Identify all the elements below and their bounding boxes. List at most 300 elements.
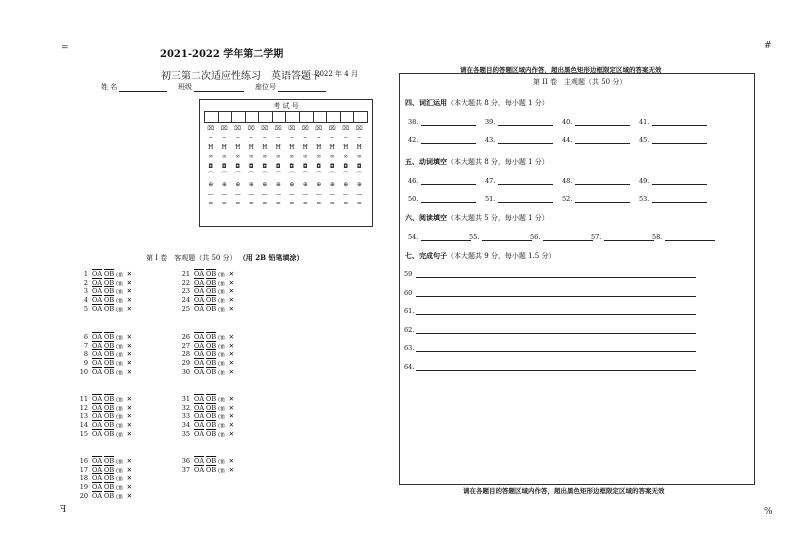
exam-number-bubbles[interactable]	[204, 124, 366, 209]
question-row[interactable]	[172, 359, 238, 368]
answer-bubble[interactable]: ✕	[126, 367, 133, 376]
answer-bubble[interactable]: $\overline{OB}$	[206, 333, 217, 341]
question-row[interactable]	[70, 305, 136, 314]
answer-bubble[interactable]: ㎝	[218, 304, 225, 313]
answer-bubble[interactable]: $\overline{OA}$	[194, 429, 205, 438]
exam-digit-bubble[interactable]: ◘	[356, 162, 362, 170]
answer-bubble[interactable]: $\overline{OA}$	[194, 341, 205, 350]
answer-bubble[interactable]: ✕	[228, 429, 235, 438]
exam-digit-bubble[interactable]: Ħ	[275, 143, 281, 151]
exam-digit-bubble[interactable]: ═	[343, 200, 348, 208]
seat-field[interactable]	[255, 82, 326, 92]
exam-digit-bubble[interactable]: ◘	[208, 162, 214, 170]
exam-digit-bubble[interactable]: ⌧	[234, 125, 242, 132]
exam-number-cell[interactable]	[314, 112, 328, 122]
blank-field[interactable]	[562, 177, 630, 185]
exam-digit-bubble[interactable]: ◘	[289, 162, 295, 170]
exam-digit-bubble[interactable]: Ħ	[356, 143, 362, 151]
exam-number-cells[interactable]	[204, 111, 368, 123]
answer-bubble[interactable]: ㎝	[218, 350, 225, 359]
answer-bubble[interactable]: $\overline{OB}$	[104, 367, 115, 376]
exam-digit-bubble[interactable]: —	[302, 190, 309, 198]
question-row[interactable]	[70, 430, 136, 439]
exam-digit-bubble[interactable]: ⌒	[302, 171, 309, 179]
exam-digit-bubble[interactable]: ∞	[302, 153, 308, 161]
answer-bubble[interactable]: ㎝	[116, 412, 123, 421]
answer-bubble[interactable]: ㎝	[116, 296, 123, 305]
exam-digit-bubble[interactable]: ∞	[343, 153, 349, 161]
answer-bubble[interactable]: $\overline{OA}$	[92, 465, 103, 474]
exam-digit-bubble[interactable]: Ħ	[302, 143, 308, 151]
blank-field[interactable]	[408, 195, 476, 203]
answer-bubble[interactable]: ✕	[126, 341, 133, 350]
question-row[interactable]	[172, 457, 238, 466]
question-row[interactable]	[70, 483, 136, 492]
exam-digit-bubble[interactable]: ⌧	[261, 125, 269, 132]
question-row[interactable]	[172, 270, 238, 279]
exam-digit-bubble[interactable]: ⌣	[235, 134, 240, 142]
exam-digit-bubble[interactable]: ◘	[262, 162, 268, 170]
question-row[interactable]	[172, 412, 238, 421]
exam-digit-bubble[interactable]: Ħ	[208, 143, 214, 151]
answer-bubble[interactable]: ✕	[126, 465, 133, 474]
exam-digit-bubble[interactable]: ═	[235, 200, 240, 208]
exam-digit-bubble[interactable]: ⊕	[208, 181, 214, 189]
exam-number-cell[interactable]	[273, 112, 287, 122]
exam-digit-bubble[interactable]: —	[234, 190, 241, 198]
exam-number-cell[interactable]	[246, 112, 260, 122]
exam-digit-bubble[interactable]: ⌣	[343, 134, 348, 142]
exam-digit-bubble[interactable]: ⌣	[262, 134, 267, 142]
exam-digit-bubble[interactable]: ◘	[221, 162, 227, 170]
answer-bubble[interactable]: $\overline{OB}$	[104, 412, 115, 421]
answer-bubble[interactable]: $\overline{OA}$	[194, 403, 205, 412]
answer-bubble[interactable]: $\overline{OB}$	[206, 395, 217, 403]
answer-bubble[interactable]: ✕	[228, 421, 235, 430]
question-row[interactable]	[172, 296, 238, 305]
question-row[interactable]	[172, 368, 238, 377]
answer-bubble[interactable]: ㎝	[116, 395, 123, 403]
exam-digit-bubble[interactable]: ═	[357, 200, 362, 208]
answer-bubble[interactable]: $\overline{OA}$	[194, 333, 205, 341]
question-row[interactable]	[172, 421, 238, 430]
exam-digit-bubble[interactable]: ═	[330, 200, 335, 208]
exam-digit-bubble[interactable]: ∞	[208, 153, 214, 161]
answer-bubble[interactable]: ✕	[126, 304, 133, 313]
answer-bubble[interactable]: $\overline{OB}$	[104, 359, 115, 368]
exam-digit-bubble[interactable]: ⌒	[342, 171, 349, 179]
question-row[interactable]	[70, 412, 136, 421]
exam-digit-bubble[interactable]: ═	[249, 200, 254, 208]
answer-bubble[interactable]: ✕	[228, 296, 235, 305]
exam-digit-bubble[interactable]: —	[261, 190, 268, 198]
question-row[interactable]	[70, 457, 136, 466]
answer-bubble[interactable]: ✕	[126, 287, 133, 296]
exam-digit-bubble[interactable]: ⌧	[328, 125, 336, 132]
answer-bubble[interactable]: $\overline{OA}$	[194, 270, 205, 278]
exam-digit-bubble[interactable]: ◘	[316, 162, 322, 170]
answer-bubble[interactable]: $\overline{OA}$	[92, 270, 103, 278]
blank-field[interactable]	[408, 233, 471, 241]
exam-digit-bubble[interactable]: ═	[316, 200, 321, 208]
exam-digit-bubble[interactable]: —	[207, 190, 214, 198]
answer-bubble[interactable]: ㎝	[116, 350, 123, 359]
exam-digit-bubble[interactable]: ⌣	[222, 134, 227, 142]
answer-bubble[interactable]: ✕	[228, 359, 235, 368]
answer-bubble[interactable]: $\overline{OB}$	[206, 304, 217, 313]
answer-bubble[interactable]: $\overline{OB}$	[206, 350, 217, 359]
exam-digit-bubble[interactable]: Ħ	[221, 143, 227, 151]
exam-digit-bubble[interactable]: ⌣	[330, 134, 335, 142]
exam-digit-bubble[interactable]: ∞	[262, 153, 268, 161]
answer-bubble[interactable]: ㎝	[218, 395, 225, 403]
exam-digit-bubble[interactable]: ∞	[316, 153, 322, 161]
exam-digit-bubble[interactable]: —	[315, 190, 322, 198]
exam-digit-bubble[interactable]: ⊕	[262, 181, 268, 189]
answer-bubble[interactable]: $\overline{OA}$	[194, 412, 205, 421]
answer-bubble[interactable]: ✕	[228, 350, 235, 359]
answer-bubble[interactable]: $\overline{OB}$	[206, 270, 217, 278]
answer-bubble[interactable]: ✕	[126, 395, 133, 403]
answer-bubble[interactable]: ㎝	[218, 359, 225, 368]
answer-bubble[interactable]: $\overline{OB}$	[104, 395, 115, 403]
subjective-answer-box[interactable]	[399, 73, 755, 485]
answer-bubble[interactable]: $\overline{OB}$	[206, 287, 217, 296]
question-row[interactable]	[172, 287, 238, 296]
exam-number-cell[interactable]	[286, 112, 300, 122]
answer-bubble[interactable]: ㎝	[218, 341, 225, 350]
exam-digit-bubble[interactable]: ⊕	[248, 181, 254, 189]
answer-bubble[interactable]: $\overline{OA}$	[92, 403, 103, 412]
exam-digit-bubble[interactable]: ⌣	[316, 134, 321, 142]
sentence-line[interactable]	[404, 307, 696, 315]
answer-bubble[interactable]: $\overline{OB}$	[206, 278, 217, 287]
answer-bubble[interactable]: $\overline{OB}$	[104, 304, 115, 313]
exam-digit-bubble[interactable]: ⌣	[303, 134, 308, 142]
blank-field[interactable]	[485, 136, 553, 144]
answer-bubble[interactable]: ✕	[126, 278, 133, 287]
question-row[interactable]	[70, 270, 136, 279]
blank-field[interactable]	[485, 118, 553, 126]
answer-bubble[interactable]: $\overline{OB}$	[206, 296, 217, 305]
question-row[interactable]	[172, 333, 238, 342]
exam-digit-bubble[interactable]: Ħ	[248, 143, 254, 151]
question-row[interactable]	[172, 350, 238, 359]
answer-bubble[interactable]: $\overline{OB}$	[104, 474, 115, 483]
exam-digit-bubble[interactable]: ◘	[248, 162, 254, 170]
question-row[interactable]	[70, 287, 136, 296]
answer-bubble[interactable]: ✕	[228, 412, 235, 421]
answer-bubble[interactable]: ㎝	[218, 429, 225, 438]
answer-bubble[interactable]: $\overline{OA}$	[194, 278, 205, 287]
answer-bubble[interactable]: ✕	[126, 333, 133, 341]
exam-number-cell[interactable]	[354, 112, 367, 122]
answer-bubble[interactable]: $\overline{OA}$	[194, 287, 205, 296]
answer-bubble[interactable]: $\overline{OA}$	[194, 465, 205, 474]
blank-field[interactable]	[639, 195, 707, 203]
blank-field[interactable]	[530, 233, 593, 241]
exam-digit-bubble[interactable]: ═	[222, 200, 227, 208]
question-row[interactable]	[70, 474, 136, 483]
exam-digit-bubble[interactable]: ⊕	[329, 181, 335, 189]
answer-bubble[interactable]: ㎝	[116, 474, 123, 483]
answer-bubble[interactable]: $\overline{OB}$	[206, 412, 217, 421]
answer-bubble[interactable]: ✕	[228, 341, 235, 350]
blank-field[interactable]	[562, 136, 630, 144]
answer-bubble[interactable]: ✕	[126, 457, 133, 465]
exam-digit-bubble[interactable]: ◘	[302, 162, 308, 170]
question-row[interactable]	[70, 368, 136, 377]
sentence-line[interactable]	[404, 289, 696, 297]
exam-digit-bubble[interactable]: ⌒	[234, 171, 241, 179]
answer-bubble[interactable]: $\overline{OA}$	[92, 395, 103, 403]
exam-digit-bubble[interactable]: ⌒	[248, 171, 255, 179]
sentence-line[interactable]	[404, 344, 696, 352]
exam-digit-bubble[interactable]: ⊕	[356, 181, 362, 189]
sentence-line[interactable]	[404, 326, 696, 334]
exam-digit-bubble[interactable]: ⊕	[343, 181, 349, 189]
exam-digit-bubble[interactable]: —	[356, 190, 363, 198]
answer-bubble[interactable]: ✕	[126, 359, 133, 368]
exam-number-cell[interactable]	[232, 112, 246, 122]
blank-field[interactable]	[591, 233, 654, 241]
exam-digit-bubble[interactable]: ⌧	[274, 125, 282, 132]
name-field[interactable]	[101, 82, 167, 92]
blank-field[interactable]	[639, 136, 707, 144]
answer-bubble[interactable]: ㎝	[116, 304, 123, 313]
exam-number-cell[interactable]	[300, 112, 314, 122]
exam-digit-bubble[interactable]: ◘	[329, 162, 335, 170]
exam-number-cell[interactable]	[327, 112, 341, 122]
answer-bubble[interactable]: ✕	[126, 412, 133, 421]
answer-bubble[interactable]: $\overline{OA}$	[92, 421, 103, 430]
blank-field[interactable]	[639, 177, 707, 185]
exam-digit-bubble[interactable]: ⊕	[289, 181, 295, 189]
answer-bubble[interactable]: $\overline{OA}$	[194, 359, 205, 368]
answer-bubble[interactable]: ✕	[126, 296, 133, 305]
blank-field[interactable]	[562, 195, 630, 203]
blank-field[interactable]	[639, 118, 707, 126]
answer-bubble[interactable]: ㎝	[116, 483, 123, 492]
answer-bubble[interactable]: ✕	[228, 304, 235, 313]
exam-digit-bubble[interactable]: ∞	[275, 153, 281, 161]
answer-bubble[interactable]: $\overline{OB}$	[104, 483, 115, 492]
question-row[interactable]	[70, 492, 136, 501]
exam-digit-bubble[interactable]: Ħ	[262, 143, 268, 151]
exam-digit-bubble[interactable]: ⌣	[357, 134, 362, 142]
exam-number-cell[interactable]	[259, 112, 273, 122]
sentence-line[interactable]	[404, 270, 696, 278]
answer-bubble[interactable]: ㎝	[218, 333, 225, 341]
exam-digit-bubble[interactable]: Ħ	[235, 143, 241, 151]
exam-digit-bubble[interactable]: ⌒	[261, 171, 268, 179]
answer-bubble[interactable]: ㎝	[218, 412, 225, 421]
answer-bubble[interactable]: $\overline{OB}$	[104, 350, 115, 359]
exam-digit-bubble[interactable]: Ħ	[316, 143, 322, 151]
exam-number-cell[interactable]	[219, 112, 233, 122]
answer-bubble[interactable]: ✕	[228, 333, 235, 341]
answer-bubble[interactable]: ㎝	[116, 333, 123, 341]
answer-bubble[interactable]: ✕	[228, 270, 235, 278]
answer-bubble[interactable]: $\overline{OB}$	[104, 421, 115, 430]
exam-number-cell[interactable]	[205, 112, 219, 122]
blank-field[interactable]	[562, 118, 630, 126]
answer-bubble[interactable]: $\overline{OB}$	[206, 421, 217, 430]
question-row[interactable]	[172, 395, 238, 404]
exam-digit-bubble[interactable]: ⌒	[329, 171, 336, 179]
exam-digit-bubble[interactable]: ═	[303, 200, 308, 208]
exam-digit-bubble[interactable]: ∞	[235, 153, 241, 161]
blank-field[interactable]	[485, 177, 553, 185]
answer-bubble[interactable]: ✕	[228, 403, 235, 412]
exam-digit-bubble[interactable]: ∞	[356, 153, 362, 161]
answer-bubble[interactable]: ㎝	[218, 421, 225, 430]
answer-bubble[interactable]: ㎝	[116, 287, 123, 296]
exam-digit-bubble[interactable]: ═	[289, 200, 294, 208]
blank-field[interactable]	[408, 177, 476, 185]
sentence-line[interactable]	[404, 363, 696, 371]
answer-bubble[interactable]: $\overline{OB}$	[206, 359, 217, 368]
answer-bubble[interactable]: ㎝	[218, 278, 225, 287]
exam-number-box[interactable]	[199, 99, 373, 227]
answer-bubble[interactable]: $\overline{OB}$	[104, 270, 115, 278]
answer-bubble[interactable]: $\overline{OA}$	[194, 304, 205, 313]
question-row[interactable]	[172, 305, 238, 314]
exam-digit-bubble[interactable]: ⊕	[235, 181, 241, 189]
exam-digit-bubble[interactable]: ⌒	[315, 171, 322, 179]
answer-bubble[interactable]: $\overline{OA}$	[92, 483, 103, 492]
exam-digit-bubble[interactable]: ∞	[329, 153, 335, 161]
answer-bubble[interactable]: $\overline{OA}$	[92, 474, 103, 483]
question-row[interactable]	[172, 430, 238, 439]
answer-bubble[interactable]: $\overline{OB}$	[104, 429, 115, 438]
answer-bubble[interactable]: ✕	[126, 403, 133, 412]
answer-bubble[interactable]: ㎝	[218, 465, 225, 474]
answer-bubble[interactable]: $\overline{OA}$	[92, 304, 103, 313]
exam-digit-bubble[interactable]: ◘	[275, 162, 281, 170]
answer-bubble[interactable]: $\overline{OA}$	[92, 359, 103, 368]
question-row[interactable]	[70, 296, 136, 305]
blank-field[interactable]	[469, 233, 532, 241]
answer-bubble[interactable]: ㎝	[218, 457, 225, 465]
answer-bubble[interactable]: $\overline{OA}$	[194, 296, 205, 305]
answer-bubble[interactable]: $\overline{OB}$	[206, 367, 217, 376]
answer-bubble[interactable]: $\overline{OB}$	[104, 296, 115, 305]
question-row[interactable]	[70, 421, 136, 430]
answer-bubble[interactable]: ㎝	[116, 465, 123, 474]
exam-digit-bubble[interactable]: ═	[276, 200, 281, 208]
answer-bubble[interactable]: $\overline{OB}$	[104, 465, 115, 474]
exam-digit-bubble[interactable]: ⊕	[275, 181, 281, 189]
exam-digit-bubble[interactable]: ⌧	[301, 125, 309, 132]
exam-digit-bubble[interactable]: ⌒	[356, 171, 363, 179]
answer-bubble[interactable]: ✕	[228, 395, 235, 403]
answer-bubble[interactable]: ㎝	[116, 270, 123, 278]
blank-field[interactable]	[408, 118, 476, 126]
answer-bubble[interactable]: ✕	[126, 270, 133, 278]
answer-bubble[interactable]: $\overline{OA}$	[92, 333, 103, 341]
answer-bubble[interactable]: ㎝	[116, 457, 123, 465]
exam-digit-bubble[interactable]: Ħ	[343, 143, 349, 151]
exam-digit-bubble[interactable]: —	[342, 190, 349, 198]
exam-digit-bubble[interactable]: ⌒	[275, 171, 282, 179]
answer-bubble[interactable]: ㎝	[218, 367, 225, 376]
exam-digit-bubble[interactable]: ⊕	[316, 181, 322, 189]
question-row[interactable]	[70, 359, 136, 368]
exam-digit-bubble[interactable]: ⌧	[288, 125, 296, 132]
answer-bubble[interactable]: ㎝	[116, 341, 123, 350]
answer-bubble[interactable]: $\overline{OA}$	[92, 367, 103, 376]
question-row[interactable]	[70, 333, 136, 342]
exam-digit-bubble[interactable]: ⌧	[342, 125, 350, 132]
question-row[interactable]	[70, 350, 136, 359]
answer-bubble[interactable]: $\overline{OA}$	[92, 457, 103, 465]
class-field[interactable]	[178, 82, 244, 92]
exam-digit-bubble[interactable]: ⌒	[207, 171, 214, 179]
answer-bubble[interactable]: $\overline{OA}$	[194, 350, 205, 359]
exam-digit-bubble[interactable]: ═	[262, 200, 267, 208]
exam-digit-bubble[interactable]: —	[275, 190, 282, 198]
answer-bubble[interactable]: $\overline{OA}$	[194, 395, 205, 403]
answer-bubble[interactable]: ㎝	[116, 359, 123, 368]
answer-bubble[interactable]: $\overline{OA}$	[92, 491, 103, 500]
answer-bubble[interactable]: $\overline{OA}$	[92, 296, 103, 305]
exam-digit-bubble[interactable]: ◘	[235, 162, 241, 170]
answer-bubble[interactable]: ㎝	[218, 270, 225, 278]
question-row[interactable]	[172, 466, 238, 475]
answer-bubble[interactable]: $\overline{OB}$	[206, 465, 217, 474]
answer-bubble[interactable]: ㎝	[116, 278, 123, 287]
answer-bubble[interactable]: $\overline{OB}$	[206, 429, 217, 438]
answer-bubble[interactable]: $\overline{OB}$	[104, 333, 115, 341]
answer-bubble[interactable]: $\overline{OA}$	[92, 350, 103, 359]
answer-bubble[interactable]: $\overline{OB}$	[104, 278, 115, 287]
exam-digit-bubble[interactable]: ⌣	[208, 134, 213, 142]
answer-bubble[interactable]: $\overline{OB}$	[104, 403, 115, 412]
answer-bubble[interactable]: ㎝	[116, 403, 123, 412]
question-row[interactable]	[70, 395, 136, 404]
answer-bubble[interactable]: ㎝	[218, 287, 225, 296]
answer-bubble[interactable]: ✕	[126, 491, 133, 500]
answer-bubble[interactable]: ㎝	[116, 421, 123, 430]
exam-digit-bubble[interactable]: ⌧	[247, 125, 255, 132]
answer-bubble[interactable]: ✕	[228, 457, 235, 465]
answer-bubble[interactable]: $\overline{OB}$	[104, 287, 115, 296]
answer-bubble[interactable]: $\overline{OA}$	[92, 429, 103, 438]
answer-bubble[interactable]: ✕	[126, 483, 133, 492]
answer-bubble[interactable]: ✕	[126, 474, 133, 483]
exam-digit-bubble[interactable]: ⌧	[220, 125, 228, 132]
answer-bubble[interactable]: $\overline{OB}$	[206, 403, 217, 412]
answer-bubble[interactable]: $\overline{OA}$	[92, 341, 103, 350]
exam-digit-bubble[interactable]: ⌣	[289, 134, 294, 142]
answer-bubble[interactable]: $\overline{OA}$	[92, 278, 103, 287]
exam-digit-bubble[interactable]: ⌧	[355, 125, 363, 132]
exam-digit-bubble[interactable]: ⌣	[249, 134, 254, 142]
exam-digit-bubble[interactable]: —	[288, 190, 295, 198]
answer-bubble[interactable]: $\overline{OA}$	[194, 457, 205, 465]
answer-bubble[interactable]: $\overline{OA}$	[194, 421, 205, 430]
exam-digit-bubble[interactable]: —	[221, 190, 228, 198]
answer-bubble[interactable]: ㎝	[116, 429, 123, 438]
answer-bubble[interactable]: ㎝	[218, 296, 225, 305]
answer-bubble[interactable]: $\overline{OB}$	[206, 457, 217, 465]
exam-digit-bubble[interactable]: ⌒	[221, 171, 228, 179]
exam-digit-bubble[interactable]: ⌧	[315, 125, 323, 132]
exam-digit-bubble[interactable]: ◘	[343, 162, 349, 170]
answer-bubble[interactable]: ✕	[126, 421, 133, 430]
exam-digit-bubble[interactable]: ⌣	[276, 134, 281, 142]
